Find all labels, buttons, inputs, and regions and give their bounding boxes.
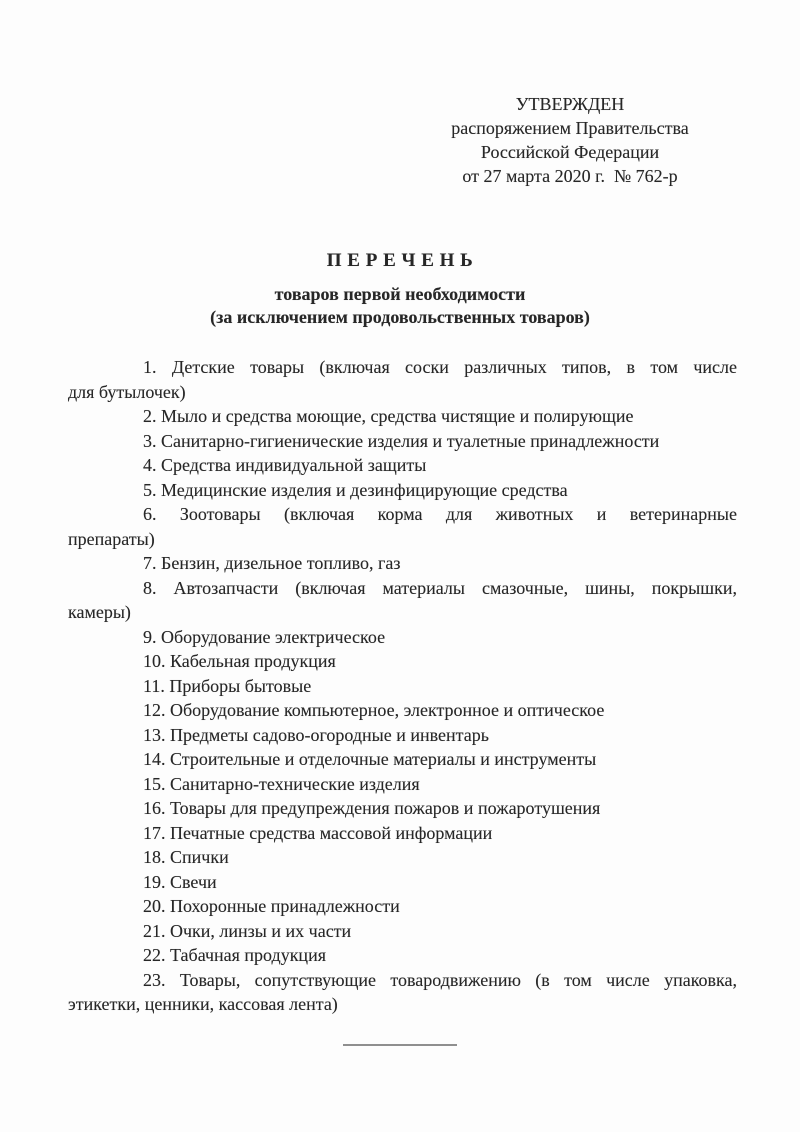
list-item — [68, 796, 737, 821]
approval-line-date-number: от 27 марта 2020 г. № 762-р — [462, 166, 678, 186]
item-line-first: 2. Мыло и средства моющие, средства чистящие и полирующие — [143, 406, 634, 426]
end-divider-line — [343, 1044, 457, 1046]
item-line-first: 8. Автозапчасти (включая материалы смазочные, шины, покрышки, — [143, 577, 737, 598]
list-item — [68, 845, 737, 870]
item-line-first: 1. Детские товары (включая соски различных типов, в том числе — [143, 357, 737, 377]
items-list — [0, 355, 800, 1017]
list-item — [68, 625, 737, 650]
list-item — [68, 870, 737, 895]
approval-line-government: Российской Федерации — [480, 142, 660, 162]
list-item — [68, 576, 737, 625]
item-line-first: 10. Кабельная продукция — [143, 651, 336, 671]
item-line-continuation: препараты) — [68, 528, 155, 549]
list-item — [68, 747, 737, 772]
list-item — [68, 943, 737, 968]
list-item — [68, 919, 737, 944]
item-line-first: 21. Очки, линзы и их части — [143, 920, 352, 941]
list-item — [68, 674, 737, 699]
item-line-first: 15. Санитарно-технические изделия — [143, 773, 420, 794]
approval-line-approved: УТВЕРЖДЕН — [515, 94, 625, 114]
list-item — [68, 502, 737, 551]
item-line-first: 4. Средства индивидуальной защиты — [143, 455, 427, 475]
item-line-first: 11. Приборы бытовые — [143, 675, 312, 696]
item-line-first: 17. Печатные средства массовой информации — [143, 822, 493, 843]
list-item — [68, 821, 737, 846]
list-item — [68, 772, 737, 797]
list-item — [68, 429, 737, 454]
item-line-continuation: для бутылочек) — [68, 381, 186, 402]
item-line-first: 20. Похоронные принадлежности — [143, 896, 400, 916]
document-title: П Е Р Е Ч Е Н Ь — [326, 250, 474, 271]
item-line-first: 14. Строительные и отделочные материалы и инструменты — [143, 749, 597, 769]
list-item — [68, 723, 737, 748]
item-line-first: 5. Медицинские изделия и дезинфицирующие средства — [143, 479, 568, 500]
subtitle-line-1: товаров первой необходимости — [274, 284, 526, 304]
item-line-first: 16. Товары для предупреждения пожаров и пожаротушения — [143, 798, 601, 818]
item-line-first: 23. Товары, сопутствующие товародвижению (в том числе упаковка, — [143, 969, 737, 990]
list-item — [68, 478, 737, 503]
item-line-first: 6. Зоотовары (включая корма для животных и ветеринарные — [143, 504, 737, 524]
item-line-continuation: камеры) — [68, 602, 131, 622]
list-item — [68, 968, 737, 1017]
document-subtitle — [0, 283, 800, 329]
item-line-first: 22. Табачная продукция — [143, 945, 326, 965]
item-line-first: 12. Оборудование компьютерное, электронное и оптическое — [143, 700, 605, 720]
item-line-first: 19. Свечи — [143, 871, 217, 892]
list-item — [68, 355, 737, 404]
item-line-first: 9. Оборудование электрическое — [143, 626, 386, 647]
list-item — [68, 453, 737, 478]
item-line-first: 13. Предметы садово-огородные и инвентарь — [143, 724, 489, 745]
list-item — [68, 649, 737, 674]
item-line-first: 18. Спички — [143, 847, 229, 867]
list-item — [68, 698, 737, 723]
item-line-continuation: этикетки, ценники, кассовая лента) — [68, 994, 338, 1014]
approval-block — [435, 92, 705, 188]
list-item — [68, 894, 737, 919]
item-line-first: 3. Санитарно-гигиенические изделия и туалетные принадлежности — [143, 430, 660, 451]
item-line-first: 7. Бензин, дизельное топливо, газ — [143, 553, 401, 573]
approval-line-order: распоряжением Правительства — [451, 118, 689, 138]
subtitle-line-2: (за исключением продовольственных товаров) — [210, 307, 590, 327]
list-item — [68, 404, 737, 429]
list-item — [68, 551, 737, 576]
